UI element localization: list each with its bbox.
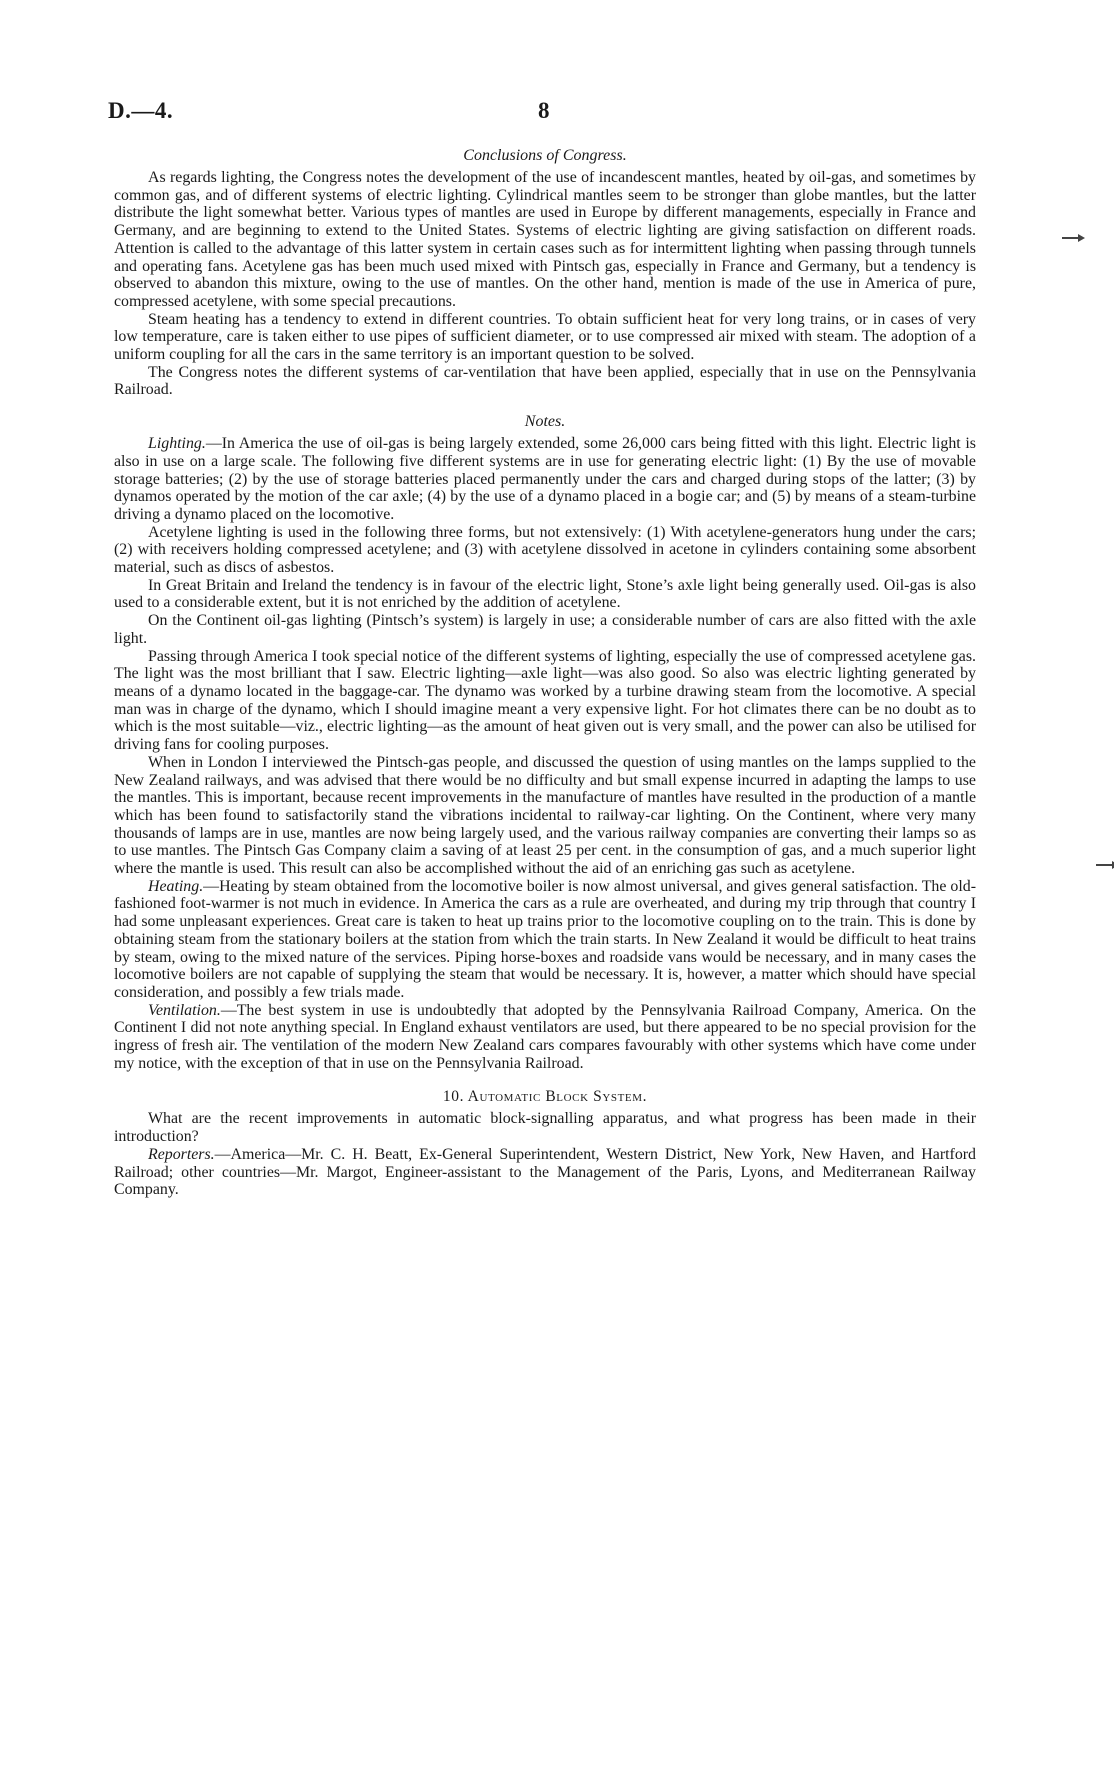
heating-label: Heating. — [148, 877, 204, 895]
page-number: 8 — [538, 98, 550, 123]
section-10-question: What are the recent improvements in automatic block-signalling apparatus, and what progress has been made in their introduction? — [114, 1110, 976, 1146]
conclusions-paragraph-ventilation: The Congress notes the different systems of car-ventilation that have been applied, especially that in use on the Pennsylvania Railroad. — [114, 363, 976, 399]
ventilation-text: —The best system in use is undoubtedly that adopted by the Pennsylvania Railroad Company, America. On the Continent I did not note anything special. In England exhaust ventilators are used, but there appeared to be no special provision for the ingress of fresh air. The ventilation of the modern New Zealand cars compares favourably with other systems which have come under my notice, with the exception of that in use on the Pennsylvania Railroad. — [114, 1001, 976, 1072]
section-10-heading: 10. Automatic Block System. — [442, 1088, 648, 1106]
notes-ventilation-paragraph — [114, 1002, 976, 1073]
margin-arrow-mark — [1096, 860, 1114, 870]
conclusions-paragraph-heating: Steam heating has a tendency to extend in different countries. To obtain sufficient heat for very long trains, or in cases of very low temperature, care is taken either to use pipes of sufficient diameter, or to use compressed air mixed with steam. The adoption of a uniform coupling for all the cars in the same territory is an important question to be solved. — [114, 310, 976, 364]
ventilation-label: Ventilation. — [148, 1001, 221, 1019]
notes-america-paragraph: Passing through America I took special notice of the different systems of lighting, especially the use of compressed acetylene gas. The light was the most brilliant that I saw. Electric lighting—axle light—was also good. So also was electric lighting generated by means of a dynamo located in the baggage-car. The dynamo was worked by a turbine drawing steam from the locomotive. A special man was in charge of the dynamo, which I should imagine meant a very expensive light. For hot climates there can be no doubt as to which is the most suitable—viz., electric lighting—as the amount of heat given out is very small, and the power can also be utilised for driving fans for cooling purposes. — [114, 647, 976, 754]
page-body — [114, 147, 976, 1199]
heating-text: —Heating by steam obtained from the locomotive boiler is now almost universal, and gives general satisfaction. The old-fashioned foot-warmer is not much in evidence. In America the cars as a rule are overheated, and during my trip through that country I had some unpleasant experiences. Great care is taken to heat up trains prior to the locomotive coupling on to the train. This is done by obtaining steam from the stationary boilers at the station from which the train starts. In New Zealand it would be difficult to heat trains by steam, owing to the mixed nature of the services. Piping horse-boxes and roadside vans would be necessary, and in many cases the locomotive boilers are not capable of supplying the steam that would be necessary. It is, however, a matter which should have special consideration, and possibly a few trials made. — [114, 877, 976, 1001]
notes-london-paragraph: When in London I interviewed the Pintsch-gas people, and discussed the question of using mantles on the lamps supplied to the New Zealand railways, and was advised that there would be no difficulty and but small expense incurred in adapting the lamps to use the mantles. This is important, because recent improvements in the manufacture of mantles have resulted in the production of a mantle which has been found to satisfactorily stand the vibrations incidental to railway-car lighting. On the Continent, where very many thousands of lamps are in use, mantles are now being largely used, and the various railway companies are converting their lamps so as to use mantles. The Pintsch Gas Company claim a saving of at least 25 per cent. in the consumption of gas, and a much superior light where the mantle is used. This result can also be accomplished without the aid of an enriching gas such as acetylene. — [114, 753, 976, 878]
notes-acetylene-paragraph: Acetylene lighting is used in the following three forms, but not extensively: (1) With acetylene-generators hung under the cars; (2) with receivers holding compressed acetylene; and (3) with acetylene dissolved in acetone in cylinders containing some absorbent material, such as discs of asbestos. — [114, 523, 976, 577]
reporters-label: Reporters. — [148, 1145, 215, 1163]
notes-heading: Notes. — [524, 413, 566, 431]
notes-heating-paragraph — [114, 878, 976, 1002]
margin-arrow-mark — [1062, 233, 1086, 243]
lighting-label: Lighting. — [148, 435, 206, 453]
reporters-text: —America—Mr. C. H. Beatt, Ex-General Superintendent, Western District, New York, New Haven, and Hartford Railroad; other countries—Mr. Margot, Engineer-assistant to the Management of the Paris, Lyons, and Mediterranean Railway Company. — [114, 1145, 976, 1199]
document-id: D.—4. — [108, 98, 174, 123]
notes-lighting-paragraph — [114, 435, 976, 524]
notes-continent-paragraph: On the Continent oil-gas lighting (Pintsch’s system) is largely in use; a considerable number of cars are also fitted with the axle light. — [114, 612, 976, 647]
section-10-reporters — [114, 1146, 976, 1199]
page-header — [108, 98, 978, 128]
conclusions-heading: Conclusions of Congress. — [463, 147, 627, 164]
notes-britain-paragraph: In Great Britain and Ireland the tendency is in favour of the electric light, Stone’s axle light being generally used. Oil-gas is also used to a considerable extent, but it is not enriched by the addition of acetylene. — [114, 576, 976, 612]
lighting-text: —In America the use of oil-gas is being largely extended, some 26,000 cars being fitted with this light. Electric light is also in use on a large scale. The following five different systems are in use for generating electric light: (1) By the use of movable storage batteries; (2) by the use of storage batteries placed permanently under the cars and charged during stops of the latter; (3) by dynamos operated by the motion of the car axle; (4) by the use of a dynamo placed in a bogie car; and (5) by means of a steam-turbine driving a dynamo placed on the locomotive. — [114, 435, 976, 523]
conclusions-paragraph-lighting: As regards lighting, the Congress notes the development of the use of incandescent mantles, heated by oil-gas, and sometimes by common gas, and of different systems of electric lighting. Cylindrical mantles seem to be stronger than globe mantles, but the latter distribute the light somewhat better. Various types of mantles are used in Europe by different managements, especially in France and Germany, and are beginning to extend to the United States. Systems of electric lighting are giving satisfaction on different roads. Attention is called to the advantage of this latter system in certain cases such as for intermittent lighting when passing through tunnels and operating fans. Acetylene gas has been much used mixed with Pintsch gas, especially in France and Germany, but a tendency is observed to abandon this mixture, owing to the use of mantles. On the other hand, mention is made of the use in America of pure, compressed acetylene, with some special precautions. — [114, 169, 976, 310]
